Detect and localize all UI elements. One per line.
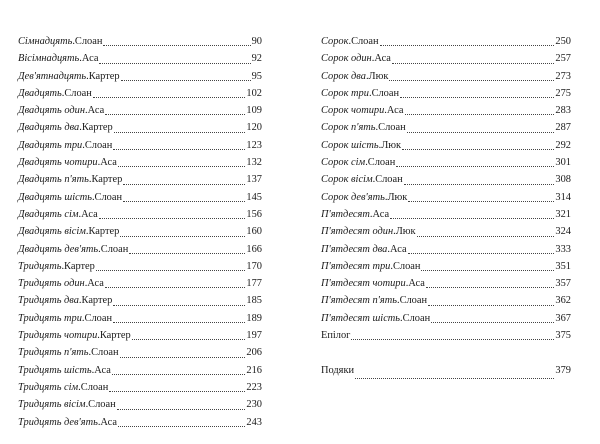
toc-entry[interactable] — [18, 379, 262, 396]
separator: . — [72, 36, 75, 47]
toc-entry[interactable] — [18, 189, 262, 206]
toc-entry[interactable] — [18, 85, 262, 102]
separator: . — [91, 191, 95, 203]
separator: . — [365, 157, 368, 169]
toc-entry[interactable] — [321, 292, 571, 309]
page-number: 197 — [246, 330, 262, 342]
dot-leader — [129, 243, 245, 254]
separator: . — [375, 122, 379, 134]
toc-entry[interactable] — [18, 310, 262, 327]
toc-entry[interactable] — [18, 137, 262, 154]
narrator-name: Слоан — [371, 87, 400, 99]
page-number: 301 — [555, 157, 571, 169]
page-number: 333 — [555, 243, 571, 255]
page-number: 230 — [246, 399, 262, 411]
chapter-number: Сорок п'ять — [321, 122, 376, 134]
toc-entry[interactable] — [18, 154, 262, 171]
narrator-name: Слоан — [88, 399, 116, 411]
toc-entry[interactable] — [18, 102, 262, 119]
page-number: 185 — [246, 295, 262, 307]
page-number: 275 — [555, 87, 571, 99]
separator: . — [372, 174, 376, 186]
chapter-number: П'ятдесят два — [321, 243, 388, 255]
page-number: 206 — [246, 347, 262, 359]
narrator-name: Аса — [94, 364, 111, 376]
chapter-number: П'ятдесят шість — [321, 312, 401, 324]
dot-leader — [351, 329, 554, 340]
dot-leader — [123, 174, 245, 185]
chapter-number: Двадцять — [18, 87, 62, 99]
narrator-name: Слоан — [367, 157, 396, 169]
page-number: 160 — [246, 226, 262, 238]
page-number: 292 — [555, 139, 571, 151]
chapter-number: Сорок дев'ять — [321, 191, 385, 203]
toc-entry[interactable] — [18, 119, 262, 136]
chapter-number: Сорок вісім — [321, 174, 373, 186]
chapter-number: Тридцять один — [18, 278, 85, 290]
toc-entry[interactable] — [321, 171, 571, 188]
narrator-name: Картер — [91, 174, 123, 186]
page-number: 177 — [246, 278, 262, 290]
chapter-number: Двадцять п'ять — [18, 174, 89, 186]
dot-leader — [355, 368, 554, 379]
chapter-number: Сорок чотири — [321, 105, 385, 117]
chapter-number: Тридцять дев'ять — [18, 416, 98, 428]
toc-entry[interactable] — [321, 85, 571, 102]
dot-leader — [408, 191, 554, 202]
narrator-name: Аса — [374, 53, 391, 65]
toc-entry[interactable] — [18, 68, 262, 85]
chapter-number: Тридцять два — [18, 295, 79, 307]
separator: . — [393, 226, 396, 238]
toc-entry[interactable] — [18, 292, 262, 309]
separator: . — [91, 364, 95, 376]
separator: . — [78, 381, 81, 393]
dot-leader — [389, 70, 554, 81]
narrator-name: Аса — [372, 208, 390, 220]
separator: . — [85, 399, 89, 411]
toc-entry[interactable] — [18, 33, 262, 50]
chapter-number: Тридцять п'ять — [18, 347, 89, 359]
page-number: 243 — [246, 416, 262, 428]
dot-leader — [113, 295, 245, 306]
toc-entry[interactable] — [321, 68, 571, 85]
page-number: 137 — [246, 174, 262, 186]
toc-entry-epilogue[interactable] — [321, 327, 571, 344]
narrator-name: Слоан — [74, 36, 103, 47]
narrator-name: Слоан — [84, 139, 113, 151]
separator: . — [82, 139, 85, 151]
dot-leader — [408, 243, 555, 254]
separator: . — [378, 139, 382, 151]
narrator-name: Слоан — [64, 87, 92, 99]
dot-leader — [405, 104, 555, 115]
chapter-number: Тридцять вісім — [18, 399, 86, 411]
chapter-number: Тридцять сім — [18, 381, 79, 393]
narrator-name: Картер — [81, 122, 113, 134]
separator: . — [348, 36, 352, 47]
narrator-name: Слоан — [84, 312, 113, 324]
dot-leader — [407, 122, 555, 133]
separator: . — [368, 87, 372, 99]
dot-leader — [380, 35, 555, 46]
page-number: 156 — [246, 208, 262, 220]
narrator-name: Слоан — [402, 312, 431, 324]
separator: . — [85, 105, 88, 117]
page-number: 223 — [246, 381, 262, 393]
separator: . — [79, 53, 82, 65]
chapter-number: Двадцять вісім — [18, 226, 86, 238]
narrator-name: Слоан — [91, 347, 119, 359]
dot-leader — [118, 156, 246, 167]
toc-entry[interactable] — [18, 223, 262, 240]
page-number: 283 — [555, 105, 571, 117]
separator: . — [84, 278, 88, 290]
page-number: 308 — [555, 174, 571, 186]
dot-leader — [114, 122, 246, 133]
chapter-number: Сорок один — [321, 53, 372, 65]
page-number: 375 — [555, 330, 571, 342]
narrator-name: Картер — [64, 260, 95, 272]
narrator-name: Аса — [81, 208, 98, 220]
page-number: 92 — [251, 53, 262, 65]
narrator-name: Слоан — [399, 295, 428, 307]
dot-leader — [103, 35, 250, 46]
epilogue-label: Епілог — [321, 330, 351, 342]
separator: . — [81, 312, 85, 324]
narrator-name: Слоан — [392, 260, 421, 272]
dot-leader — [109, 381, 245, 392]
toc-entry[interactable] — [321, 50, 571, 67]
toc-entry[interactable] — [321, 241, 571, 258]
toc-entry[interactable] — [321, 189, 571, 206]
separator: . — [97, 416, 101, 428]
chapter-number: Сорок три — [321, 87, 369, 99]
chapter-number: Дев'ятнадцять — [18, 70, 87, 82]
page-number: 102 — [246, 87, 262, 99]
page-number: 273 — [555, 70, 571, 82]
chapter-number: Сорок — [321, 36, 349, 47]
dot-leader — [120, 347, 246, 358]
page-number: 314 — [555, 191, 571, 203]
page-number: 250 — [555, 36, 571, 47]
separator: . — [384, 191, 388, 203]
separator: . — [369, 208, 373, 220]
thanks-label: Подяки — [321, 364, 355, 376]
page-number: 321 — [555, 208, 571, 220]
separator: . — [88, 347, 92, 359]
toc-entry[interactable] — [18, 362, 262, 379]
page-number: 351 — [555, 260, 571, 272]
spacer — [321, 344, 571, 361]
separator: . — [61, 260, 65, 272]
narrator-name: Слоан — [378, 122, 406, 134]
narrator-name: Аса — [81, 53, 99, 65]
toc-left-column — [18, 33, 262, 431]
toc-entry[interactable] — [321, 33, 571, 50]
narrator-name: Люк — [387, 191, 408, 203]
toc-entry[interactable] — [321, 310, 571, 327]
toc-entry[interactable] — [321, 275, 571, 292]
page-number: 109 — [246, 105, 262, 117]
separator: . — [85, 226, 89, 238]
separator: . — [371, 53, 375, 65]
dot-leader — [132, 329, 246, 340]
toc-entry[interactable] — [18, 344, 262, 361]
dot-leader — [123, 191, 245, 202]
toc-entry[interactable] — [321, 154, 571, 171]
toc-entry[interactable] — [18, 258, 262, 275]
page-number: 90 — [251, 36, 262, 47]
page-number: 123 — [246, 139, 262, 151]
toc-right-column — [321, 33, 571, 383]
narrator-name: Люк — [395, 226, 416, 238]
separator: . — [79, 122, 82, 134]
chapter-number: П'ятдесят чотири — [321, 278, 406, 290]
toc-entry[interactable] — [321, 119, 571, 136]
narrator-name: Люк — [381, 139, 402, 151]
page-number: 216 — [246, 364, 262, 376]
dot-leader — [118, 416, 245, 427]
chapter-number: Двадцять сім — [18, 208, 79, 220]
narrator-name: Аса — [386, 105, 404, 117]
toc-entry[interactable] — [18, 241, 262, 258]
dot-leader — [120, 226, 245, 237]
page-number: 357 — [555, 278, 571, 290]
separator: . — [405, 278, 409, 290]
page-number: 132 — [246, 157, 262, 169]
chapter-number: П'ятдесят три — [321, 260, 391, 272]
page-number: 145 — [246, 191, 262, 203]
separator: . — [97, 157, 101, 169]
separator: . — [400, 312, 403, 324]
separator: . — [97, 330, 100, 342]
dot-leader — [392, 53, 554, 64]
dot-leader — [93, 87, 246, 98]
dot-leader — [96, 260, 246, 271]
chapter-number: Двадцять два — [18, 122, 80, 134]
toc-entry[interactable] — [18, 206, 262, 223]
page-number: 287 — [555, 122, 571, 134]
toc-entry[interactable] — [18, 396, 262, 413]
narrator-name: Слоан — [94, 191, 123, 203]
toc-entry[interactable] — [18, 171, 262, 188]
dot-leader — [431, 312, 554, 323]
narrator-name: Картер — [81, 295, 113, 307]
separator: . — [98, 243, 101, 255]
chapter-number: Тридцять три — [18, 312, 82, 324]
chapter-number: Двадцять один — [18, 105, 86, 117]
narrator-name: Аса — [408, 278, 425, 290]
narrator-name: Картер — [88, 226, 120, 238]
narrator-name: Люк — [368, 70, 389, 82]
page-number: 324 — [555, 226, 571, 238]
narrator-name: Картер — [99, 330, 131, 342]
dot-leader — [99, 208, 246, 219]
chapter-number: Сімнадцять — [18, 36, 73, 47]
dot-leader — [113, 312, 245, 323]
narrator-name: Аса — [87, 105, 105, 117]
toc-entry[interactable] — [321, 206, 571, 223]
dot-leader — [396, 156, 554, 167]
chapter-number: Двадцять дев'ять — [18, 243, 99, 255]
chapter-number: Сорок два — [321, 70, 366, 82]
narrator-name: Картер — [88, 70, 120, 82]
chapter-number: Двадцять чотири — [18, 157, 98, 169]
page-number: 367 — [555, 312, 571, 324]
dot-leader — [105, 104, 245, 115]
dot-leader — [390, 208, 554, 219]
dot-leader — [121, 70, 251, 81]
toc-entry[interactable] — [321, 223, 571, 240]
separator: . — [78, 208, 82, 220]
narrator-name: Слоан — [80, 381, 109, 393]
dot-leader — [400, 87, 554, 98]
separator: . — [86, 70, 89, 82]
page-number: 95 — [251, 70, 262, 82]
chapter-number: Тридцять чотири — [18, 330, 98, 342]
narrator-name: Слоан — [100, 243, 129, 255]
page-number: 170 — [246, 260, 262, 272]
narrator-name: Аса — [87, 278, 104, 290]
separator: . — [390, 260, 393, 272]
narrator-name: Аса — [100, 416, 118, 428]
narrator-name: Аса — [100, 157, 117, 169]
separator: . — [78, 295, 82, 307]
chapter-number: Двадцять шість — [18, 191, 92, 203]
toc-entry[interactable] — [321, 102, 571, 119]
dot-leader — [402, 139, 554, 150]
chapter-number: П'ятдесят п'ять — [321, 295, 397, 307]
toc-entry[interactable] — [18, 50, 262, 67]
dot-leader — [421, 260, 554, 271]
chapter-number: Двадцять три — [18, 139, 83, 151]
toc-entry-thanks[interactable] — [321, 362, 571, 383]
narrator-name: Аса — [389, 243, 407, 255]
dot-leader — [404, 174, 555, 185]
page-number: 379 — [555, 364, 571, 376]
dot-leader — [417, 226, 555, 237]
dot-leader — [99, 53, 250, 64]
dot-leader — [428, 295, 554, 306]
separator: . — [384, 105, 387, 117]
toc-entry[interactable] — [321, 258, 571, 275]
separator: . — [387, 243, 390, 255]
chapter-number: Сорок шість — [321, 139, 379, 151]
chapter-number: П'ятдесят — [321, 208, 370, 220]
chapter-number: Сорок сім — [321, 157, 366, 169]
separator: . — [396, 295, 400, 307]
separator: . — [365, 70, 369, 82]
toc-entry[interactable] — [321, 137, 571, 154]
page-number: 362 — [555, 295, 571, 307]
page-number: 189 — [246, 312, 262, 324]
chapter-number: П'ятдесят один — [321, 226, 394, 238]
toc-entry[interactable] — [18, 275, 262, 292]
toc-entry[interactable] — [18, 414, 262, 431]
separator: . — [61, 87, 65, 99]
chapter-number: Вісімнадцять — [18, 53, 80, 65]
chapter-number: Тридцять — [18, 260, 62, 272]
dot-leader — [105, 277, 246, 288]
page-number: 120 — [246, 122, 262, 134]
page-number: 257 — [555, 53, 571, 65]
narrator-name: Слоан — [351, 36, 379, 47]
dot-leader — [112, 364, 246, 375]
separator: . — [88, 174, 92, 186]
toc-entry[interactable] — [18, 327, 262, 344]
dot-leader — [113, 139, 245, 150]
narrator-name: Слоан — [375, 174, 403, 186]
chapter-number: Тридцять шість — [18, 364, 92, 376]
page-number: 166 — [246, 243, 262, 255]
dot-leader — [117, 399, 246, 410]
dot-leader — [426, 277, 554, 288]
